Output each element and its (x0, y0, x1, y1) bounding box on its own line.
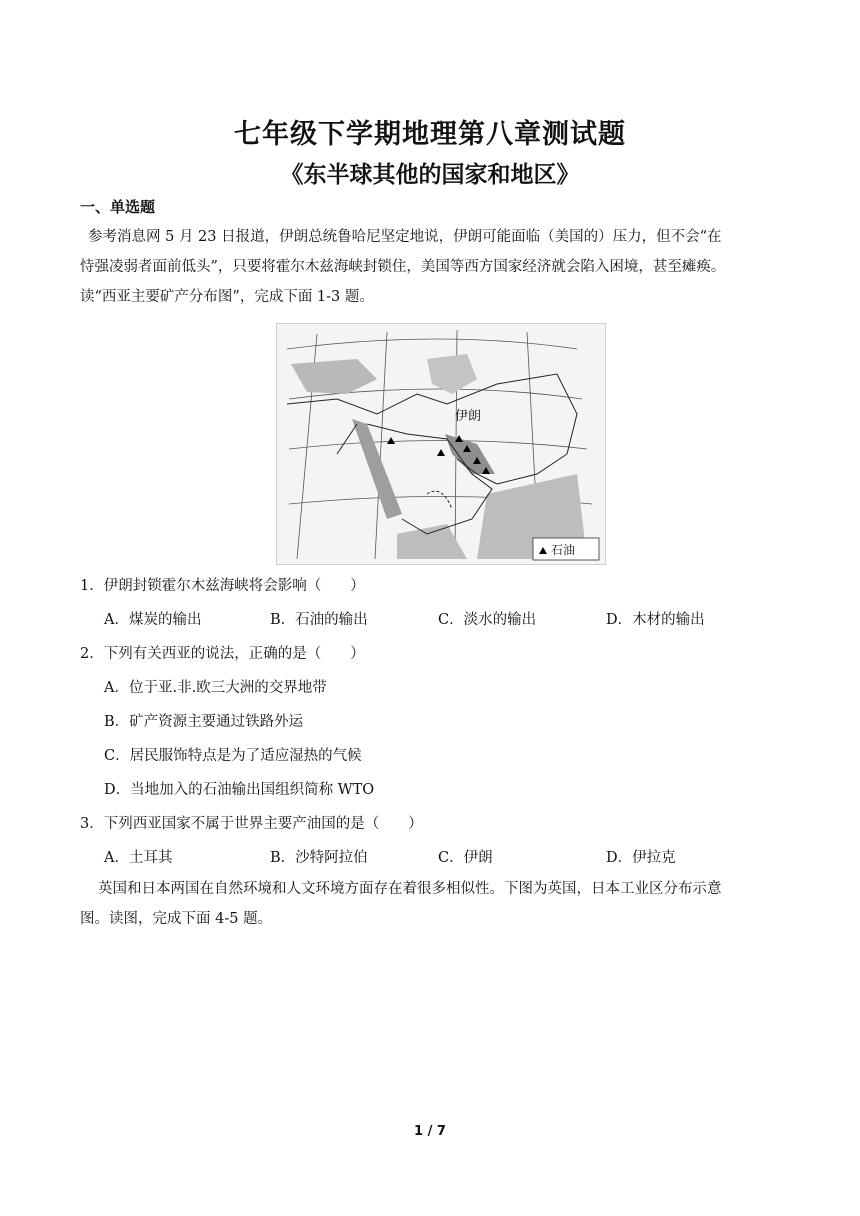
passage-line: 恃强凌弱者面前低头”，只要将霍尔木兹海峡封锁住，美国等西方国家经济就会陷入困境，甚至瘫痪。 (80, 259, 726, 275)
q3-option-a: A．土耳其 (104, 850, 173, 866)
q2-option-a: A．位于亚.非.欧三大洲的交界地带 (104, 680, 327, 696)
legend-label: 石油 (551, 543, 576, 557)
question-3-stem: 3．下列西亚国家不属于世界主要产油国的是（ ） (80, 816, 423, 832)
map-figure (277, 324, 605, 564)
passage-line: 参考消息网 5 月 23 日报道，伊朗总统鲁哈尼坚定地说，伊朗可能面临（美国的）压力，但不会“在 (88, 229, 722, 245)
passage-2 (80, 874, 780, 934)
q2-option-b: B．矿产资源主要通过铁路外运 (104, 714, 304, 730)
passage-1 (80, 222, 780, 312)
q1-option-b: B．石油的输出 (270, 612, 368, 628)
question-2-stem: 2．下列有关西亚的说法，正确的是（ ） (80, 646, 365, 662)
passage-line: 英国和日本两国在自然环境和人文环境方面存在着很多相似性。下图为英国，日本工业区分布示意 (98, 881, 722, 897)
page-subtitle: 《东半球其他的国家和地区》 (280, 162, 580, 188)
q3-option-d: D．伊拉克 (606, 850, 676, 866)
q1-option-d: D．木材的输出 (606, 612, 705, 628)
question-1-stem: 1．伊朗封锁霍尔木兹海峡将会影响（ ） (80, 578, 365, 594)
q1-option-a: A．煤炭的输出 (104, 612, 202, 628)
q2-option-c: C．居民服饰特点是为了适应湿热的气候 (104, 748, 362, 764)
section-heading: 一、单选题 (80, 198, 156, 216)
passage-line: 图。读图，完成下面 4-5 题。 (80, 911, 273, 927)
passage-line: 读“西亚主要矿产分布图”，完成下面 1-3 题。 (80, 289, 374, 305)
page-title: 七年级下学期地理第八章测试题 (234, 119, 626, 150)
q3-option-c: C．伊朗 (438, 850, 493, 866)
q1-option-c: C．淡水的输出 (438, 612, 537, 628)
page-number: 1 / 7 (414, 1124, 446, 1139)
map-label-iran: 伊朗 (455, 409, 482, 424)
q3-option-b: B．沙特阿拉伯 (270, 850, 368, 866)
q2-option-d: D．当地加入的石油输出国组织简称 WTO (104, 782, 375, 798)
west-asia-mineral-map (276, 323, 606, 565)
